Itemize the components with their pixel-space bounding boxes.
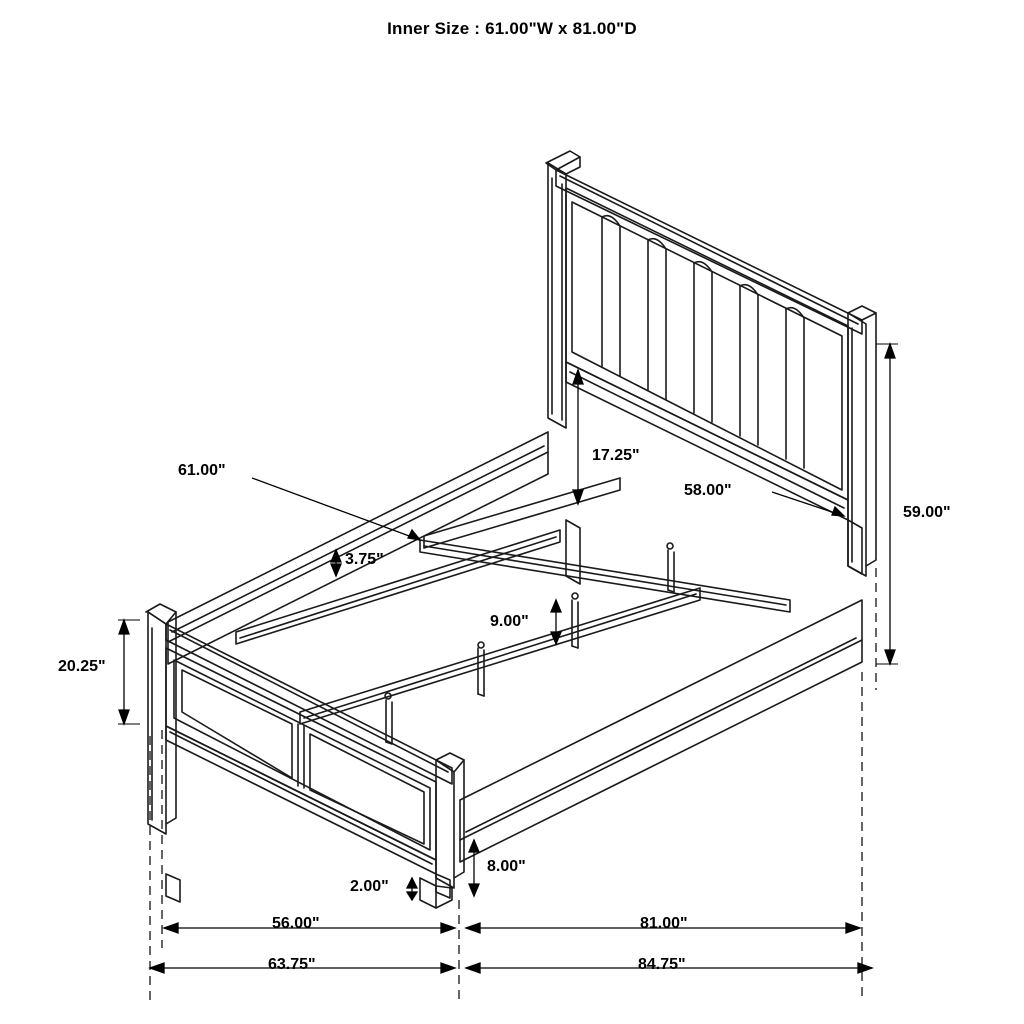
dimension-label-footboard-width: 56.00" — [272, 915, 320, 932]
dimension-label-headboard-height: 59.00" — [903, 504, 951, 521]
dimension-label-headboard-panel-height: 58.00" — [684, 482, 732, 499]
dimension-label-foot-clearance: 8.00" — [487, 858, 526, 875]
dimension-label-slat-clearance: 9.00" — [490, 613, 529, 630]
dimension-label-foot-trim: 2.00" — [350, 878, 389, 895]
dimension-label-footboard-height: 20.25" — [58, 658, 106, 675]
dimension-label-overall-depth: 84.75" — [638, 956, 686, 973]
dimension-label-slat-to-panel: 17.25" — [592, 447, 640, 464]
dimension-label-inner-depth: 81.00" — [640, 915, 688, 932]
dimension-label-inner-width: 61.00" — [178, 462, 226, 479]
dimension-label-overall-width: 63.75" — [268, 956, 316, 973]
dimension-label-rail-thickness: 3.75" — [345, 551, 384, 568]
page-title: Inner Size : 61.00"W x 81.00"D — [387, 19, 637, 38]
